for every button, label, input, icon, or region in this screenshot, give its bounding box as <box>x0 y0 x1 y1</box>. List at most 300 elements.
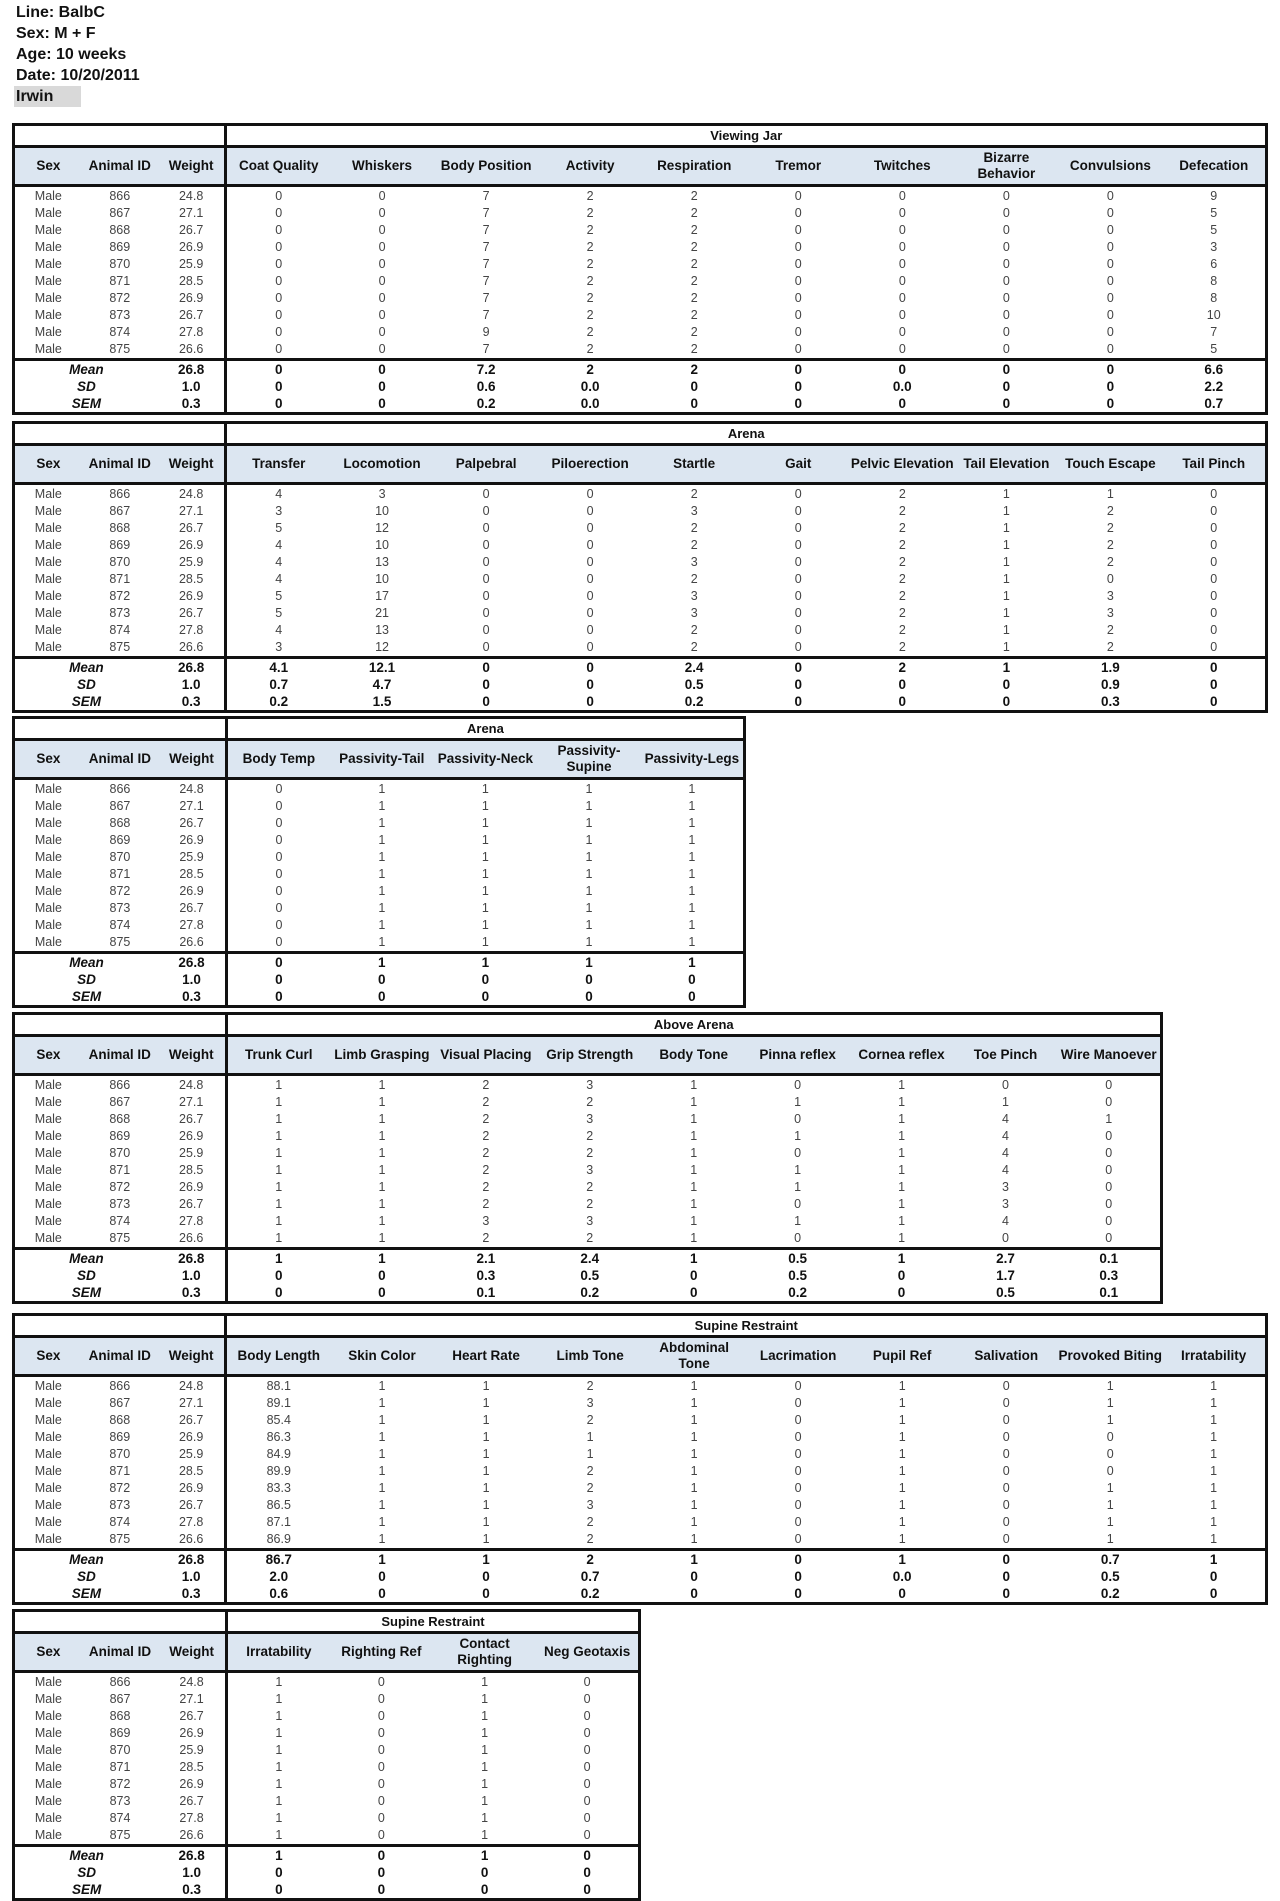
weight-cell: 26.6 <box>178 1532 204 1546</box>
score-cell-locomotion: 10 <box>375 572 389 586</box>
score-cell-body-temp: 0 <box>226 798 330 815</box>
sex-cell: Male <box>34 1163 62 1177</box>
animal-id-cell: 866 <box>109 487 131 501</box>
score-cell-gait: 0 <box>794 640 802 654</box>
sex-cell: Male <box>34 538 62 552</box>
stat-cell-piloerection: 0 <box>586 677 594 692</box>
weight-cell: 26.6 <box>178 342 204 356</box>
score-cell-visual-placing: 2 <box>482 1163 490 1177</box>
sex-cell: Male <box>34 223 62 237</box>
table-row <box>14 571 1267 588</box>
score-cell-bizarre-behavior: 0 <box>1002 342 1010 356</box>
table-row <box>14 341 1267 360</box>
column-header-trunk-curl: Trunk Curl <box>226 1036 330 1075</box>
stat-weight-cell: 0.3 <box>181 1285 201 1300</box>
column-header-limb-grasping: Limb Grasping <box>330 1036 434 1075</box>
score-cell-touch-escape: 2 <box>1106 521 1114 535</box>
score-cell-transfer: 4 <box>226 554 330 571</box>
score-cell-visual-placing: 2 <box>482 1129 490 1143</box>
stat-cell-pelvic-elevation: 0 <box>898 677 907 692</box>
stat-row-mean <box>14 1550 1267 1569</box>
score-cell-body-length: 85.4 <box>226 1412 330 1429</box>
score-cell-abdominal-tone: 1 <box>690 1447 698 1461</box>
score-cell-bizarre-behavior: 0 <box>1002 274 1010 288</box>
column-header-weight: Weight <box>158 445 226 484</box>
stat-cell-piloerection: 0 <box>538 658 642 677</box>
score-cell-coat-quality: 0 <box>226 256 330 273</box>
score-cell-heart-rate: 1 <box>482 1447 490 1461</box>
stat-row-sd <box>14 1568 1267 1585</box>
sex-cell: Male <box>34 1464 62 1478</box>
column-header-grip-strength: Grip Strength <box>538 1036 642 1075</box>
score-cell-whiskers: 0 <box>378 342 386 356</box>
score-cell-skin-color: 1 <box>378 1481 386 1495</box>
stat-cell-respiration: 0 <box>690 379 698 394</box>
score-cell-coat-quality: 0 <box>226 205 330 222</box>
score-cell-pupil-ref: 1 <box>898 1498 906 1512</box>
animal-id-cell: 869 <box>109 1129 131 1143</box>
table-supine-restraint-5 <box>12 1313 1268 1605</box>
stat-cell-lacrimation: 0 <box>794 1586 802 1601</box>
table-supine-restraint-6 <box>12 1609 641 1901</box>
weight-cell: 26.7 <box>179 1112 204 1126</box>
score-cell-convulsions: 0 <box>1106 325 1114 339</box>
score-cell-coat-quality: 0 <box>226 307 330 324</box>
score-cell-grip-strength: 2 <box>586 1231 594 1245</box>
score-cell-bizarre-behavior: 0 <box>1002 189 1010 203</box>
table-row <box>14 520 1267 537</box>
score-cell-gait: 0 <box>794 606 802 620</box>
score-cell-passivity-neck: 1 <box>481 918 489 932</box>
table-row <box>14 1497 1267 1514</box>
weight-cell: 26.9 <box>178 538 204 552</box>
score-cell-respiration: 2 <box>690 206 698 220</box>
score-cell-coat-quality: 0 <box>226 239 330 256</box>
score-cell-passivity-legs: 1 <box>688 833 696 847</box>
stat-cell-passivity-tail: 0 <box>378 972 386 987</box>
stat-cell-body-position: 0.2 <box>476 396 496 411</box>
sex-cell: Male <box>34 240 62 254</box>
score-cell-salivation: 0 <box>1002 1430 1010 1444</box>
score-cell-salivation: 0 <box>1002 1447 1010 1461</box>
table-row <box>14 900 745 917</box>
score-cell-touch-escape: 2 <box>1106 623 1114 637</box>
score-cell-limb-tone: 3 <box>586 1498 594 1512</box>
animal-id-cell: 869 <box>109 538 131 552</box>
stat-cell-wire-manoever: 0.1 <box>1099 1285 1119 1300</box>
weight-cell: 26.6 <box>179 935 204 949</box>
animal-id-cell: 873 <box>109 1794 131 1808</box>
stat-weight-cell: 26.8 <box>158 1249 226 1268</box>
score-cell-touch-escape: 0 <box>1106 572 1114 586</box>
score-cell-pinna-reflex: 0 <box>794 1112 802 1126</box>
stat-cell-activity: 2 <box>538 360 642 379</box>
stat-cell-passivity-legs: 0 <box>688 989 696 1004</box>
score-cell-passivity-supine: 1 <box>585 850 593 864</box>
score-cell-palpebral: 0 <box>482 538 490 552</box>
score-cell-body-position: 9 <box>482 325 490 339</box>
score-cell-convulsions: 0 <box>1106 189 1114 203</box>
score-cell-startle: 3 <box>690 555 698 569</box>
stat-weight-cell: 26.8 <box>158 658 226 677</box>
animal-id-cell: 872 <box>109 884 131 898</box>
column-header-pelvic-elevation: Pelvic Elevation <box>850 445 954 484</box>
score-cell-passivity-tail: 1 <box>378 935 386 949</box>
weight-cell: 26.7 <box>178 606 204 620</box>
score-cell-righting-ref: 0 <box>377 1777 385 1791</box>
stat-cell-body-length: 2.0 <box>226 1568 330 1585</box>
stat-cell-convulsions: 0 <box>1106 379 1115 394</box>
weight-cell: 26.7 <box>179 1197 204 1211</box>
score-cell-visual-placing: 2 <box>482 1197 490 1211</box>
score-cell-body-tone: 1 <box>690 1112 698 1126</box>
score-cell-salivation: 0 <box>1002 1413 1010 1427</box>
score-cell-palpebral: 0 <box>482 504 490 518</box>
score-cell-transfer: 5 <box>226 520 330 537</box>
score-cell-neg-geotaxis: 0 <box>583 1743 591 1757</box>
stat-cell-passivity-supine: 1 <box>537 953 641 972</box>
animal-id-cell: 869 <box>109 240 131 254</box>
score-cell-body-length: 86.5 <box>226 1497 330 1514</box>
weight-cell: 26.6 <box>178 640 204 654</box>
score-cell-body-position: 7 <box>482 240 490 254</box>
table-row <box>14 205 1267 222</box>
sex-cell: Male <box>34 189 62 203</box>
weight-cell: 26.7 <box>178 1413 204 1427</box>
score-cell-pelvic-elevation: 2 <box>898 572 906 586</box>
score-cell-body-temp: 0 <box>226 917 330 934</box>
column-header-lacrimation: Lacrimation <box>746 1337 850 1376</box>
line-label: Line: BalbC <box>16 4 105 21</box>
sex-cell: Male <box>34 1726 62 1740</box>
weight-cell: 24.8 <box>179 1675 204 1689</box>
stat-weight-cell: 1.0 <box>181 677 201 692</box>
column-header-animal-id: Animal ID <box>82 1633 158 1672</box>
date-label: Date: 10/20/2011 <box>16 67 140 84</box>
score-cell-twitches: 0 <box>898 274 906 288</box>
score-cell-body-length: 88.1 <box>226 1376 330 1396</box>
score-cell-heart-rate: 1 <box>482 1413 490 1427</box>
score-cell-twitches: 0 <box>898 240 906 254</box>
weight-cell: 24.8 <box>178 189 204 203</box>
weight-cell: 26.9 <box>178 1430 204 1444</box>
weight-cell: 27.8 <box>178 1515 204 1529</box>
score-cell-tail-pinch: 0 <box>1210 640 1218 654</box>
weight-cell: 25.9 <box>178 555 204 569</box>
stat-cell-lacrimation: 0 <box>746 1550 850 1569</box>
stat-cell-cornea-reflex: 0 <box>897 1268 906 1283</box>
sex-cell: Male <box>34 1794 62 1808</box>
table-row <box>14 1075 1162 1095</box>
score-cell-passivity-supine: 1 <box>585 833 593 847</box>
weight-cell: 26.9 <box>179 833 204 847</box>
sex-cell: Male <box>34 867 62 881</box>
score-cell-body-tone: 1 <box>690 1180 698 1194</box>
stat-cell-coat-quality: 0 <box>226 378 330 395</box>
score-cell-tail-elevation: 1 <box>1002 572 1010 586</box>
score-cell-piloerection: 0 <box>586 521 594 535</box>
score-cell-heart-rate: 1 <box>482 1430 490 1444</box>
table-row <box>14 1162 1162 1179</box>
score-cell-pupil-ref: 1 <box>898 1430 906 1444</box>
weight-cell: 26.9 <box>179 884 204 898</box>
score-cell-wire-manoever: 0 <box>1105 1163 1113 1177</box>
score-cell-startle: 2 <box>690 538 698 552</box>
score-cell-heart-rate: 1 <box>482 1515 490 1529</box>
weight-cell: 24.8 <box>178 1379 204 1393</box>
score-cell-irratability: 1 <box>226 1793 329 1810</box>
sex-cell: Male <box>34 1413 62 1427</box>
score-cell-passivity-neck: 1 <box>481 935 489 949</box>
score-cell-limb-tone: 1 <box>586 1430 594 1444</box>
score-cell-cornea-reflex: 1 <box>898 1146 906 1160</box>
weight-cell: 26.9 <box>179 1726 204 1740</box>
stat-label: SD <box>77 677 96 692</box>
stat-cell-neg-geotaxis: 0 <box>583 1865 591 1880</box>
animal-id-cell: 868 <box>109 816 131 830</box>
score-cell-pupil-ref: 1 <box>898 1447 906 1461</box>
table-row <box>14 1759 640 1776</box>
column-header-sex: Sex <box>14 147 82 186</box>
column-header-weight: Weight <box>158 1337 226 1376</box>
stat-cell-pinna-reflex: 0.2 <box>788 1285 807 1300</box>
score-cell-irratability: 1 <box>1210 1532 1218 1546</box>
score-cell-whiskers: 0 <box>378 325 386 339</box>
score-cell-cornea-reflex: 1 <box>898 1129 906 1143</box>
weight-cell: 26.7 <box>178 308 204 322</box>
column-header-weight: Weight <box>158 147 226 186</box>
score-cell-palpebral: 0 <box>482 555 490 569</box>
score-cell-gait: 0 <box>794 504 802 518</box>
stat-cell-palpebral: 0 <box>482 694 490 709</box>
score-cell-piloerection: 0 <box>586 589 594 603</box>
animal-id-cell: 867 <box>109 799 131 813</box>
sex-cell: Male <box>34 1146 62 1160</box>
stat-cell-activity: 0.0 <box>580 396 600 411</box>
score-cell-tail-elevation: 1 <box>1002 623 1010 637</box>
weight-cell: 26.9 <box>178 240 204 254</box>
score-cell-body-temp: 0 <box>226 779 330 799</box>
score-cell-limb-tone: 2 <box>586 1532 594 1546</box>
sex-cell: Male <box>34 1180 62 1194</box>
score-cell-pinna-reflex: 1 <box>794 1095 802 1109</box>
score-cell-transfer: 3 <box>226 503 330 520</box>
score-cell-locomotion: 17 <box>375 589 389 603</box>
score-cell-respiration: 2 <box>690 189 698 203</box>
animal-id-cell: 870 <box>109 1447 131 1461</box>
score-cell-irratability: 1 <box>1210 1498 1218 1512</box>
score-cell-grip-strength: 3 <box>586 1214 594 1228</box>
stat-cell-locomotion: 12.1 <box>330 658 434 677</box>
animal-id-cell: 870 <box>109 1146 131 1160</box>
column-header-animal-id: Animal ID <box>82 147 158 186</box>
score-cell-transfer: 3 <box>226 639 330 658</box>
score-cell-cornea-reflex: 1 <box>898 1078 906 1092</box>
score-cell-skin-color: 1 <box>378 1532 386 1546</box>
stat-cell-tail-pinch: 0 <box>1209 677 1218 692</box>
stat-label: SEM <box>71 694 102 709</box>
score-cell-pelvic-elevation: 2 <box>898 487 906 501</box>
score-cell-body-tone: 1 <box>690 1146 698 1160</box>
score-cell-grip-strength: 2 <box>586 1146 594 1160</box>
animal-id-cell: 874 <box>109 325 131 339</box>
score-cell-neg-geotaxis: 0 <box>583 1709 591 1723</box>
score-cell-body-temp: 0 <box>226 815 330 832</box>
stat-cell-activity: 0.0 <box>580 379 600 394</box>
weight-cell: 27.8 <box>178 325 204 339</box>
sex-cell: Male <box>34 1760 62 1774</box>
table-row <box>14 605 1267 622</box>
stat-cell-righting-ref: 0 <box>377 1882 386 1897</box>
score-cell-touch-escape: 1 <box>1106 487 1114 501</box>
score-cell-piloerection: 0 <box>586 606 594 620</box>
score-cell-convulsions: 0 <box>1106 342 1114 356</box>
score-cell-irratability: 1 <box>226 1810 329 1827</box>
stat-cell-contact-righting: 0 <box>480 1865 489 1880</box>
stat-row-mean <box>14 658 1267 677</box>
animal-id-cell: 867 <box>109 206 131 220</box>
stat-label: SD <box>77 1268 96 1283</box>
score-cell-heart-rate: 1 <box>482 1498 490 1512</box>
sex-cell: Male <box>34 1379 62 1393</box>
column-header-cornea-reflex: Cornea reflex <box>850 1036 954 1075</box>
score-cell-startle: 3 <box>690 504 698 518</box>
score-cell-limb-grasping: 1 <box>378 1163 386 1177</box>
score-cell-locomotion: 10 <box>375 538 389 552</box>
table-row <box>14 866 745 883</box>
score-cell-whiskers: 0 <box>378 274 386 288</box>
score-cell-passivity-tail: 1 <box>378 799 386 813</box>
column-header-body-tone: Body Tone <box>642 1036 746 1075</box>
score-cell-cornea-reflex: 1 <box>898 1163 906 1177</box>
score-cell-grip-strength: 3 <box>586 1078 594 1092</box>
score-cell-respiration: 2 <box>690 325 698 339</box>
stat-cell-defecation: 6.6 <box>1162 360 1266 379</box>
score-cell-whiskers: 0 <box>378 257 386 271</box>
score-cell-irratability: 1 <box>226 1725 329 1742</box>
stat-cell-grip-strength: 0.2 <box>580 1285 600 1300</box>
stat-cell-cornea-reflex: 0 <box>897 1285 906 1300</box>
score-cell-body-length: 83.3 <box>226 1480 330 1497</box>
score-cell-pupil-ref: 1 <box>898 1481 906 1495</box>
score-cell-activity: 2 <box>586 342 594 356</box>
score-cell-visual-placing: 2 <box>482 1112 490 1126</box>
score-cell-respiration: 2 <box>690 257 698 271</box>
stat-cell-pupil-ref: 0 <box>898 1586 906 1601</box>
stat-cell-salivation: 0 <box>1002 1569 1010 1584</box>
score-cell-limb-grasping: 1 <box>378 1197 386 1211</box>
stat-cell-trunk-curl: 0 <box>226 1284 330 1303</box>
column-header-sex: Sex <box>14 740 82 779</box>
animal-id-cell: 867 <box>109 504 131 518</box>
stat-cell-abdominal-tone: 0 <box>690 1569 698 1584</box>
report-metadata <box>16 2 140 107</box>
table-row <box>14 1230 1162 1249</box>
score-cell-piloerection: 0 <box>586 640 594 654</box>
weight-cell: 28.5 <box>179 1760 204 1774</box>
column-header-gait: Gait <box>746 445 850 484</box>
score-cell-locomotion: 13 <box>375 623 389 637</box>
table-above-arena-4 <box>12 1012 1163 1304</box>
stat-cell-convulsions: 0 <box>1058 360 1162 379</box>
score-cell-contact-righting: 1 <box>481 1777 489 1791</box>
score-cell-body-position: 7 <box>482 189 490 203</box>
score-cell-limb-grasping: 1 <box>378 1231 386 1245</box>
sex-cell: Male <box>34 1197 62 1211</box>
score-cell-tail-elevation: 1 <box>1002 504 1010 518</box>
score-cell-tremor: 0 <box>794 308 802 322</box>
table-arena-3 <box>12 716 746 1008</box>
stat-row-sd <box>14 676 1267 693</box>
table-row <box>14 307 1267 324</box>
score-cell-toe-pinch: 4 <box>1001 1112 1009 1126</box>
score-cell-limb-grasping: 1 <box>378 1180 386 1194</box>
table-row <box>14 1395 1267 1412</box>
score-cell-irratability: 1 <box>1210 1413 1218 1427</box>
stat-cell-body-tone: 0 <box>689 1285 698 1300</box>
animal-id-cell: 871 <box>109 867 131 881</box>
stat-cell-heart-rate: 0 <box>482 1586 490 1601</box>
sex-cell: Male <box>34 640 62 654</box>
score-cell-contact-righting: 1 <box>481 1794 489 1808</box>
score-cell-provoked-biting: 1 <box>1106 1532 1114 1546</box>
stat-cell-skin-color: 0 <box>378 1569 386 1584</box>
score-cell-provoked-biting: 1 <box>1106 1413 1114 1427</box>
stat-row-sem <box>14 988 745 1007</box>
column-header-visual-placing: Visual Placing <box>434 1036 538 1075</box>
score-cell-pupil-ref: 1 <box>898 1413 906 1427</box>
sex-cell: Male <box>34 1709 62 1723</box>
score-cell-skin-color: 1 <box>378 1498 386 1512</box>
stat-label: SD <box>77 1865 96 1880</box>
score-cell-passivity-neck: 1 <box>481 782 489 796</box>
stat-cell-toe-pinch: 2.7 <box>954 1249 1058 1268</box>
stat-cell-righting-ref: 0 <box>377 1865 386 1880</box>
weight-cell: 27.1 <box>179 799 204 813</box>
score-cell-wire-manoever: 0 <box>1105 1129 1113 1143</box>
score-cell-respiration: 2 <box>690 342 698 356</box>
animal-id-cell: 869 <box>109 1726 131 1740</box>
score-cell-heart-rate: 1 <box>482 1464 490 1478</box>
stat-cell-transfer: 4.1 <box>226 658 330 677</box>
table-row <box>14 1514 1267 1531</box>
score-cell-toe-pinch: 4 <box>1001 1129 1009 1143</box>
table-row <box>14 324 1267 341</box>
score-cell-cornea-reflex: 1 <box>898 1214 906 1228</box>
weight-cell: 27.1 <box>179 1095 204 1109</box>
weight-cell: 25.9 <box>178 1447 204 1461</box>
weight-cell: 28.5 <box>179 867 204 881</box>
score-cell-salivation: 0 <box>1002 1464 1010 1478</box>
score-cell-activity: 2 <box>586 291 594 305</box>
score-cell-passivity-supine: 1 <box>585 782 593 796</box>
score-cell-locomotion: 21 <box>375 606 389 620</box>
column-header-convulsions: Convulsions <box>1058 147 1162 186</box>
score-cell-irratability: 1 <box>226 1759 329 1776</box>
score-cell-defecation: 7 <box>1210 325 1218 339</box>
stat-label: Mean <box>14 360 158 379</box>
score-cell-lacrimation: 0 <box>794 1515 802 1529</box>
stat-cell-gait: 0 <box>746 658 850 677</box>
table-row <box>14 639 1267 658</box>
score-cell-irratability: 1 <box>226 1776 329 1793</box>
score-cell-toe-pinch: 4 <box>1001 1214 1009 1228</box>
table-row <box>14 537 1267 554</box>
stat-label: Mean <box>14 1550 158 1569</box>
stat-cell-tremor: 0 <box>746 360 850 379</box>
score-cell-pinna-reflex: 1 <box>794 1163 802 1177</box>
column-header-whiskers: Whiskers <box>330 147 434 186</box>
